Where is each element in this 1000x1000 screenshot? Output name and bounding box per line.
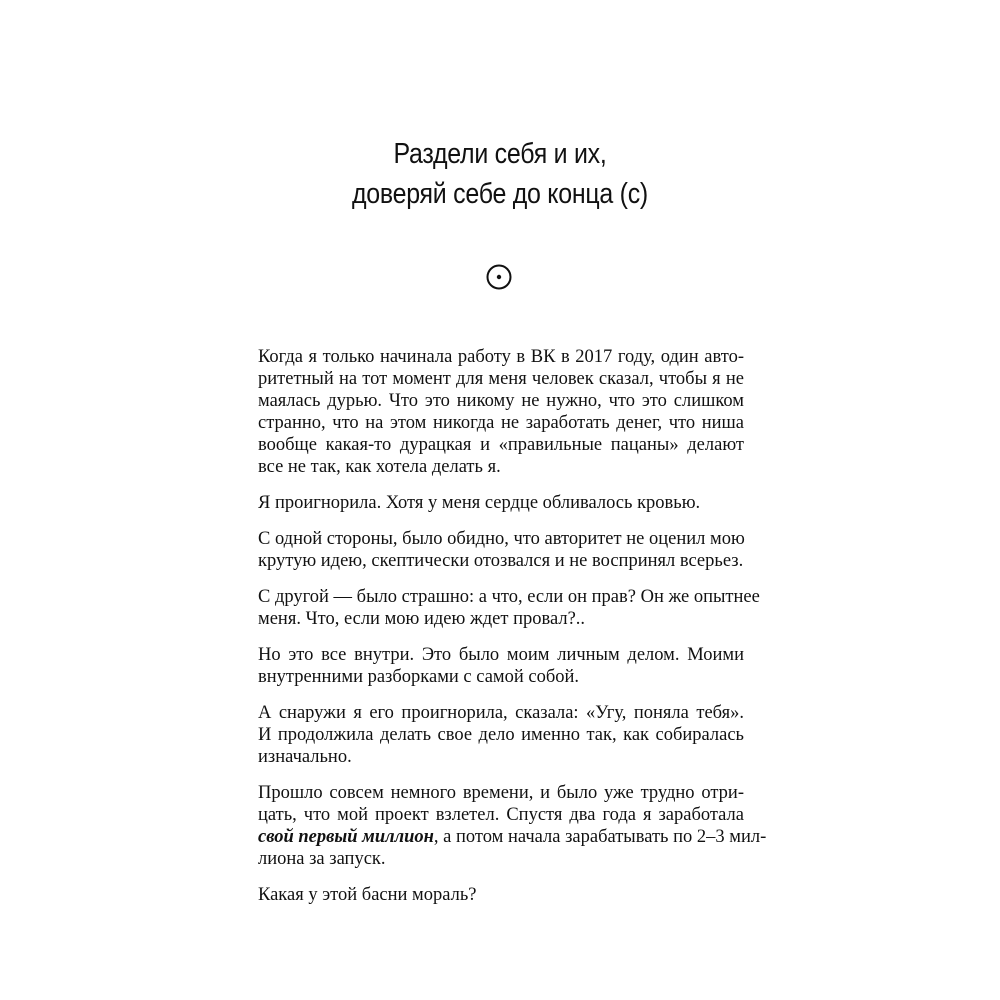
text-line: Когда я только начинала работу в ВК в 2017 году, один авто- [258,347,744,367]
text-line: изначально. [258,747,352,767]
text-line: Какая у этой басни мораль? [258,885,477,905]
text-line: ритетный на тот момент для меня человек сказал, чтобы я не [258,369,744,389]
text-line: С другой — было страшно: а что, если он прав? Он же опытнее [258,587,760,607]
text-line: С одной стороны, было обидно, что авторитет не оценил мою [258,529,745,549]
text-line: цать, что мой проект взлетел. Спустя два года я заработала [258,805,744,825]
chapter-title-line-1: Раздели себя и их, [393,138,607,170]
chapter-title [242,134,758,214]
text-line: Я проигнорила. Хотя у меня сердце обливалось кровью. [258,493,701,513]
paragraph-1 [258,346,744,478]
text-line: внутренними разборками с самой собой. [258,667,580,687]
text-line: меня. Что, если мою идею ждет провал?.. [258,609,586,629]
paragraph-3 [258,528,744,572]
emphasized-phrase: свой первый миллион [258,827,434,847]
body-text [258,346,767,920]
text-line: вообще какая-то дурацкая и «правильные пацаны» делают [258,435,744,455]
text-line: Но это все внутри. Это было моим личным делом. Моими [258,645,744,665]
paragraph-5 [258,644,744,688]
text-line: А снаружи я его проигнорила, сказала: «Угу, поняла тебя». [258,703,744,723]
text-line-mixed [258,826,767,848]
text-line: странно, что на этом никогда не заработать денег, что ниша [258,413,744,433]
text-line: Прошло совсем немного времени, и было уже трудно отри- [258,783,744,803]
paragraph-8 [258,884,744,906]
paragraph-2 [258,492,744,514]
text-line: маялась дурью. Что это никому не нужно, что это слишком [258,391,744,411]
chapter-title-line-2: доверяй себе до конца (с) [351,178,648,210]
text-line: все не так, как хотела делать я. [258,457,501,477]
text-fragment: , а потом начала зарабатывать по 2–3 мил- [433,827,767,847]
paragraph-7 [258,782,767,870]
paragraph-6 [258,702,744,768]
circle-dot-icon [486,264,512,290]
text-line: крутую идею, скептически отозвался и не воспринял всерьез. [258,551,744,571]
text-line: лиона за запуск. [258,849,386,869]
text-line: И продолжила делать свое дело именно так, как собиралась [258,725,744,745]
paragraph-4 [258,586,760,630]
